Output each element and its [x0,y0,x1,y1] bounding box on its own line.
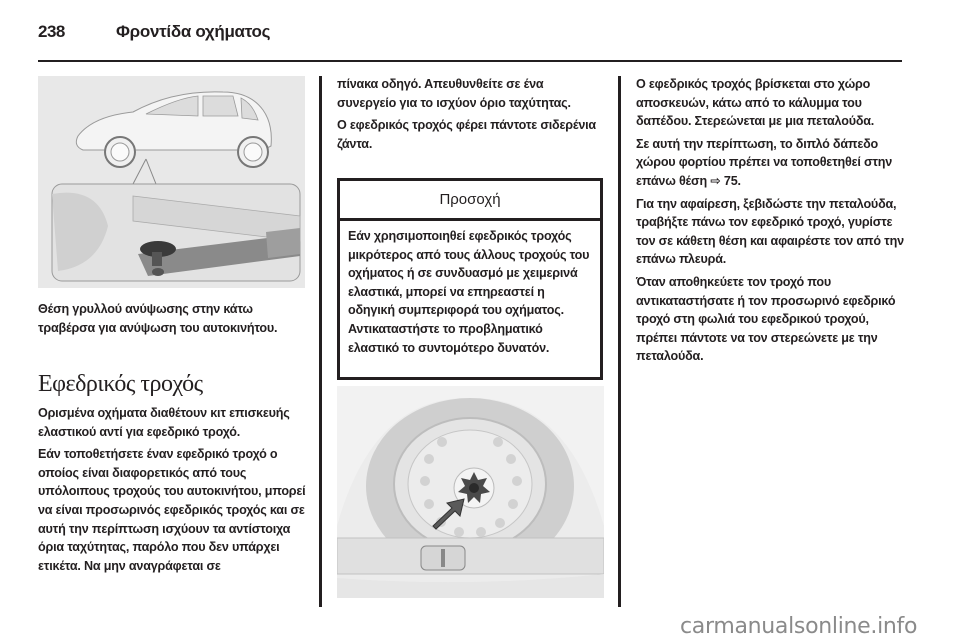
middle-column-body [337,75,605,157]
caution-box [337,178,603,380]
paragraph: Για την αφαίρεση, ξεβιδώστε την πεταλούδα, τραβήξτε πάνω τον εφεδρικό τροχό, γυρίστε τον σε κάθετη θέση και αφαιρέστε τον από την επάνω πλευρά. [636,196,904,267]
spare-wheel-heading: Εφεδρικός τροχός [38,371,203,397]
left-column-body [38,404,308,579]
page-number: 238 [38,22,65,41]
figure-caption: Θέση γρυλλού ανύψωσης στην κάτω τραβέρσα για ανύψωση του αυτοκινήτου. [38,302,278,335]
column-divider-right [618,76,621,607]
caution-text: Εάν χρησιμοποιηθεί εφεδρικός τροχός μικρότερος από τους άλλους τροχούς του οχήματος ή σε συνδυασμό με χειμερινά ελαστικά, μπορεί να επηρεαστεί η οδηγική συμπεριφορά του οχήματος. Αντικαταστήστε το προβληματικό ελαστικό το συντομότερο δυνατόν. [348,229,590,355]
jack-position-figure [38,76,305,288]
paragraph: πίνακα οδηγό. Απευθυνθείτε σε ένα συνεργείο για το ισχύον όριο ταχύτητας. [337,77,571,110]
spare-wheel-illustration [337,386,604,598]
caution-title: Προσοχή [340,181,600,221]
watermark: carmanualsonline.info [680,614,918,639]
paragraph: Ο εφεδρικός τροχός βρίσκεται στο χώρο αποσκευών, κάτω από το κάλυμμα του δαπέδου. Στερεώνεται με μια πεταλούδα. [636,77,875,129]
paragraph: Σε αυτή την περίπτωση, το διπλό δάπεδο χώρου φορτίου πρέπει να τοποθετηθεί στην επάνω θέση ⇨ 75. [636,136,893,188]
car-on-jack-illustration [38,76,305,288]
paragraph: Ο εφεδρικός τροχός φέρει πάντοτε σιδερένια ζάντα. [337,118,596,151]
header-rule [38,60,902,62]
spare-wheel-figure [337,386,604,598]
paragraph: Όταν αποθηκεύετε τον τροχό που αντικαταστήσατε ή τον προσωρινό εφεδρικό τροχό στη φωλιά του εφεδρικού τροχού, πρέπει πάντοτε να τον στερεώνετε με την πεταλούδα. [636,274,896,364]
paragraph: Εάν τοποθετήσετε έναν εφεδρικό τροχό ο οποίος είναι διαφορετικός από τους υπόλοιπους τροχούς του αυτοκινήτου, μπορεί να είναι προσωρινός εφεδρικός τροχός και σε αυτή την περίπτωση ισχύουν τα αντίστοιχα όρια ταχύτητας, παρόλο που δεν υπάρχει ετικέτα. Να μην αναγράφεται σε [38,447,306,573]
paragraph: Ορισμένα οχήματα διαθέτουν κιτ επισκευής ελαστικού αντί για εφεδρικό τροχό. [38,406,290,439]
section-title: Φροντίδα οχήματος [116,22,271,41]
right-column-body [636,75,906,370]
column-divider-left [319,76,322,607]
